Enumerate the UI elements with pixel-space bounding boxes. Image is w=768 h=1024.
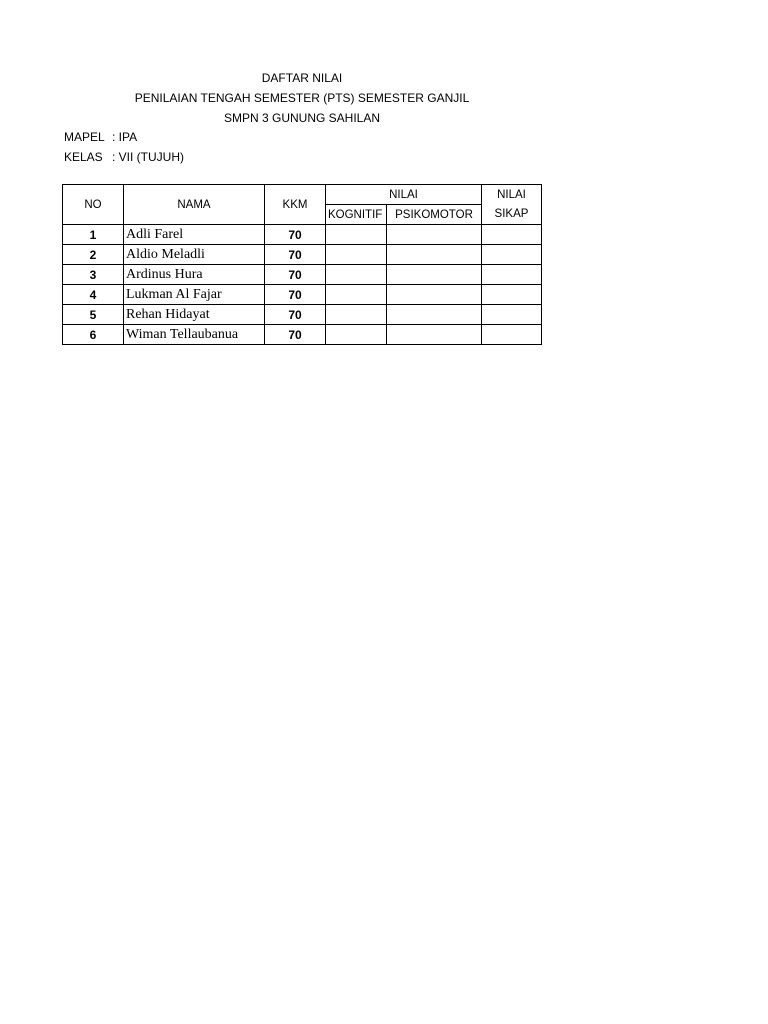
row-kkm: 70 [265, 285, 326, 305]
row-no: 2 [63, 245, 124, 265]
class-value: : VII (TUJUH) [112, 150, 184, 164]
row-sikap [482, 245, 542, 265]
table-row [63, 225, 542, 245]
row-kognitif [326, 305, 387, 325]
row-no: 3 [63, 265, 124, 285]
header-kognitif: KOGNITIF [326, 205, 387, 225]
row-no: 5 [63, 305, 124, 325]
class-label: KELAS [64, 150, 103, 164]
header-row-top [63, 185, 542, 205]
header-nilai-sikap-bottom: SIKAP [482, 205, 542, 225]
row-kognitif [326, 265, 387, 285]
subject-value: : IPA [112, 130, 138, 144]
row-psikomotor [387, 265, 482, 285]
row-psikomotor [387, 245, 482, 265]
header-psikomotor: PSIKOMOTOR [387, 205, 482, 225]
row-nama: Adli Farel [124, 225, 265, 245]
header-kkm: KKM [265, 185, 326, 225]
row-kkm: 70 [265, 245, 326, 265]
row-kognitif [326, 245, 387, 265]
header-nilai: NILAI [326, 185, 482, 205]
row-no: 6 [63, 325, 124, 345]
grades-table [62, 184, 542, 345]
table-row [63, 245, 542, 265]
document-title: DAFTAR NILAI [261, 71, 343, 85]
row-kognitif [326, 225, 387, 245]
row-kkm: 70 [265, 265, 326, 285]
table-row [63, 325, 542, 345]
row-no: 1 [63, 225, 124, 245]
row-nama: Lukman Al Fajar [124, 285, 265, 305]
row-kkm: 70 [265, 305, 326, 325]
table-row [63, 285, 542, 305]
row-sikap [482, 225, 542, 245]
row-kognitif [326, 285, 387, 305]
document-subtitle: PENILAIAN TENGAH SEMESTER (PTS) SEMESTER GANJIL [134, 91, 470, 105]
row-psikomotor [387, 325, 482, 345]
class-line [64, 150, 184, 164]
school-name: SMPN 3 GUNUNG SAHILAN [223, 111, 381, 125]
row-sikap [482, 305, 542, 325]
row-sikap [482, 285, 542, 305]
row-no: 4 [63, 285, 124, 305]
header-nilai-sikap-top: NILAI [482, 185, 542, 205]
row-nama: Aldio Meladli [124, 245, 265, 265]
row-nama: Rehan Hidayat [124, 305, 265, 325]
row-psikomotor [387, 305, 482, 325]
row-nama: Ardinus Hura [124, 265, 265, 285]
subject-line [64, 130, 137, 144]
header-no: NO [63, 185, 124, 225]
header-nama: NAMA [124, 185, 265, 225]
row-psikomotor [387, 225, 482, 245]
row-kognitif [326, 325, 387, 345]
row-kkm: 70 [265, 325, 326, 345]
row-kkm: 70 [265, 225, 326, 245]
table-row [63, 265, 542, 285]
row-sikap [482, 265, 542, 285]
subject-label: MAPEL [64, 130, 105, 144]
row-psikomotor [387, 285, 482, 305]
table-row [63, 305, 542, 325]
row-sikap [482, 325, 542, 345]
row-nama: Wiman Tellaubanua [124, 325, 265, 345]
